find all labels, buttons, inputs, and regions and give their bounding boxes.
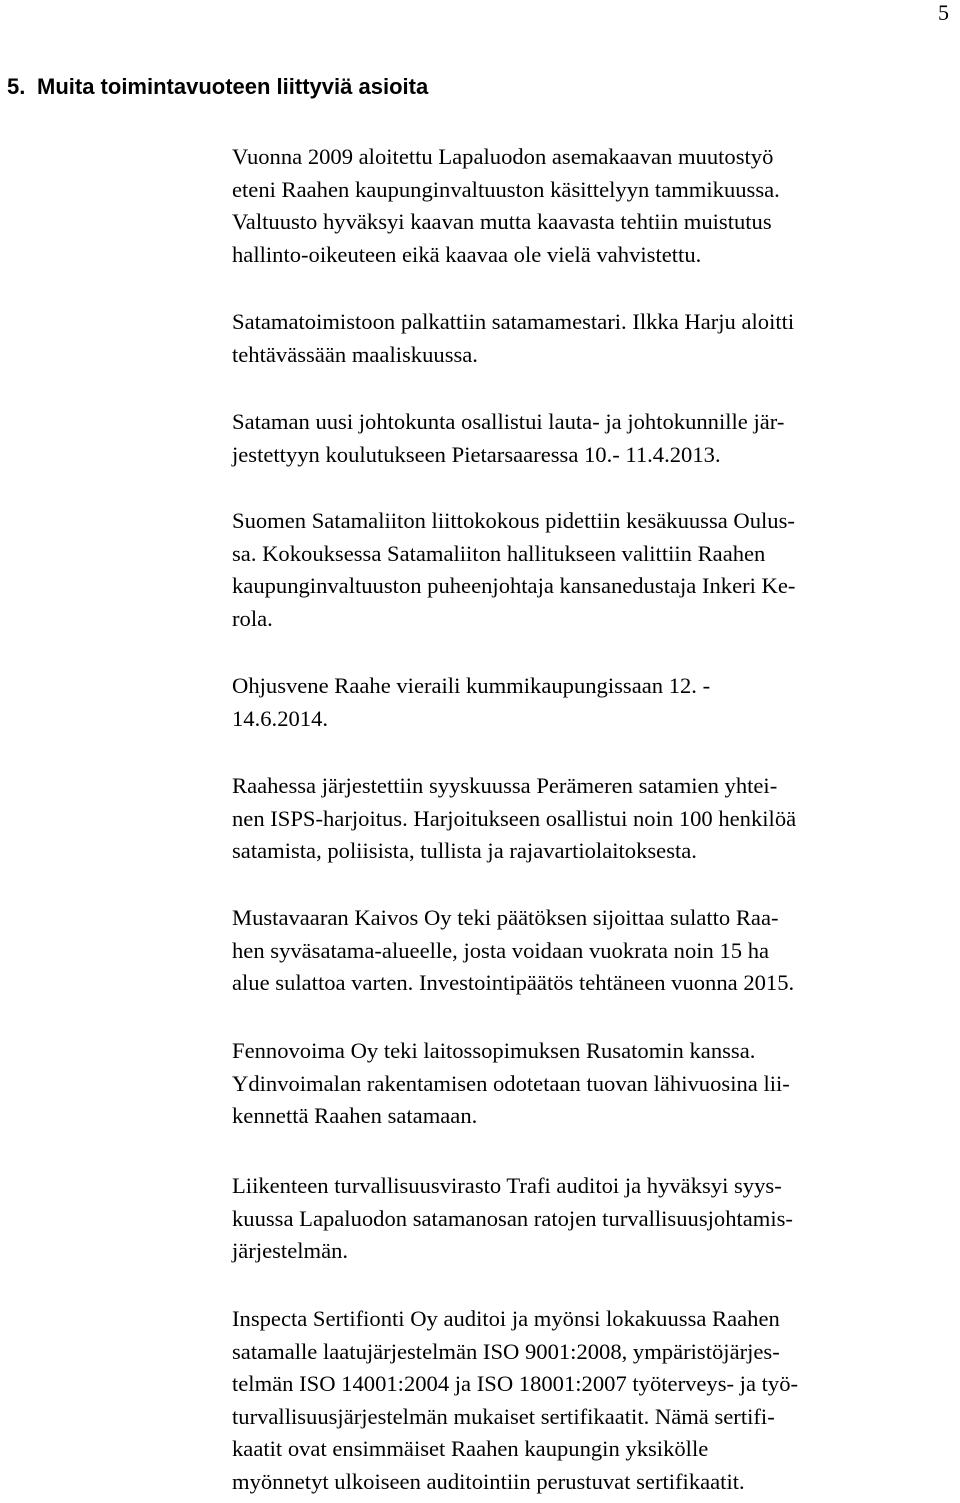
paragraph-line: Suomen Satamaliiton liittokokous pidettiin kesäkuussa Oulus- [232, 508, 795, 533]
paragraph-line: satamalle laatujärjestelmän ISO 9001:2008, ympäristöjärjes- [232, 1338, 780, 1364]
paragraph-mustavaara [232, 902, 794, 1000]
paragraph-line: Valtuusto hyväksyi kaavan mutta kaavasta tehtiin muistutus [232, 209, 772, 235]
paragraph-line: sa. Kokouksessa Satamaliiton hallitukseen valittiin Raahen [232, 540, 766, 566]
paragraph-line: eteni Raahen kaupunginvaltuuston käsittelyyn tammikuussa. [232, 176, 780, 202]
paragraph-fennovoima [232, 1035, 790, 1133]
paragraph-line: 14.6.2014. [232, 705, 329, 731]
paragraph-line: turvallisuusjärjestelmän mukaiset sertifikaatit. Nämä sertifi- [232, 1403, 775, 1429]
paragraph-line: Mustavaaran Kaivos Oy teki päätöksen sijoittaa sulatto Raa- [232, 905, 779, 930]
paragraph-line: Vuonna 2009 aloitettu Lapaluodon asemakaavan muutostyö [232, 144, 774, 169]
paragraph-trafi [232, 1170, 793, 1268]
paragraph-line: kaatit ovat ensimmäiset Raahen kaupungin yksikölle [232, 1436, 709, 1462]
paragraph-line: rola. [232, 605, 273, 631]
paragraph-line: Liikenteen turvallisuusvirasto Trafi auditoi ja hyväksyi syys- [232, 1173, 782, 1198]
paragraph-line: alue sulattoa varten. Investointipäätös tehtäneen vuonna 2015. [232, 970, 795, 996]
paragraph-line: nen ISPS-harjoitus. Harjoitukseen osallistui noin 100 henkilöä [232, 805, 797, 831]
paragraph-line: myönnetyt ulkoiseen auditointiin perustuvat sertifikaatit. [232, 1468, 745, 1494]
section-title: Muita toimintavuoteen liittyviä asioita [37, 74, 429, 99]
paragraph-line: jestettyyn koulutukseen Pietarsaaressa 10.- 11.4.2013. [232, 441, 721, 467]
paragraph-line: satamista, poliisista, tullista ja rajavartiolaitoksesta. [232, 838, 697, 864]
paragraph-line: järjestelmän. [232, 1238, 349, 1264]
paragraph-line: kaupunginvaltuuston puheenjohtaja kansanedustaja Inkeri Ke- [232, 573, 796, 599]
paragraph-line: kennettä Raahen satamaan. [232, 1103, 478, 1129]
paragraph-line: hen syväsatama-alueelle, josta voidaan vuokrata noin 15 ha [232, 937, 770, 963]
paragraph-line: Sataman uusi johtokunta osallistui lauta- ja johtokunnille jär- [232, 409, 785, 434]
section-heading [7, 72, 428, 102]
paragraph-satamamestari [232, 306, 794, 371]
paragraph-satamaliitto [232, 505, 795, 635]
paragraph-line: Ydinvoimalan rakentamisen odotetaan tuovan lähivuosina lii- [232, 1070, 790, 1096]
paragraph-line: tehtävässään maaliskuussa. [232, 341, 478, 367]
page-number: 5 [938, 0, 949, 25]
paragraph-line: Fennovoima Oy teki laitossopimuksen Rusatomin kanssa. [232, 1038, 756, 1063]
paragraph-line: Ohjusvene Raahe vieraili kummikaupungissaan 12. - [232, 673, 711, 698]
paragraph-inspecta [232, 1303, 798, 1499]
paragraph-line: Raahessa järjestettiin syyskuussa Perämeren satamien yhtei- [232, 773, 778, 798]
paragraph-line: hallinto-oikeuteen eikä kaavaa ole vielä vahvistettu. [232, 241, 702, 267]
paragraph-johtokunta [232, 406, 784, 471]
paragraph-line: kuussa Lapaluodon satamanosan ratojen turvallisuusjohtamis- [232, 1205, 793, 1231]
paragraph-ohjusvene [232, 670, 710, 735]
section-number: 5. [7, 74, 26, 99]
paragraph-line: telmän ISO 14001:2004 ja ISO 18001:2007 työterveys- ja työ- [232, 1371, 799, 1397]
paragraph-line: Inspecta Sertifionti Oy auditoi ja myönsi lokakuussa Raahen [232, 1306, 780, 1331]
paragraph-line: Satamatoimistoon palkattiin satamamestari. Ilkka Harju aloitti [232, 309, 795, 334]
paragraph-asemakaava [232, 141, 780, 271]
paragraph-isps [232, 770, 796, 868]
